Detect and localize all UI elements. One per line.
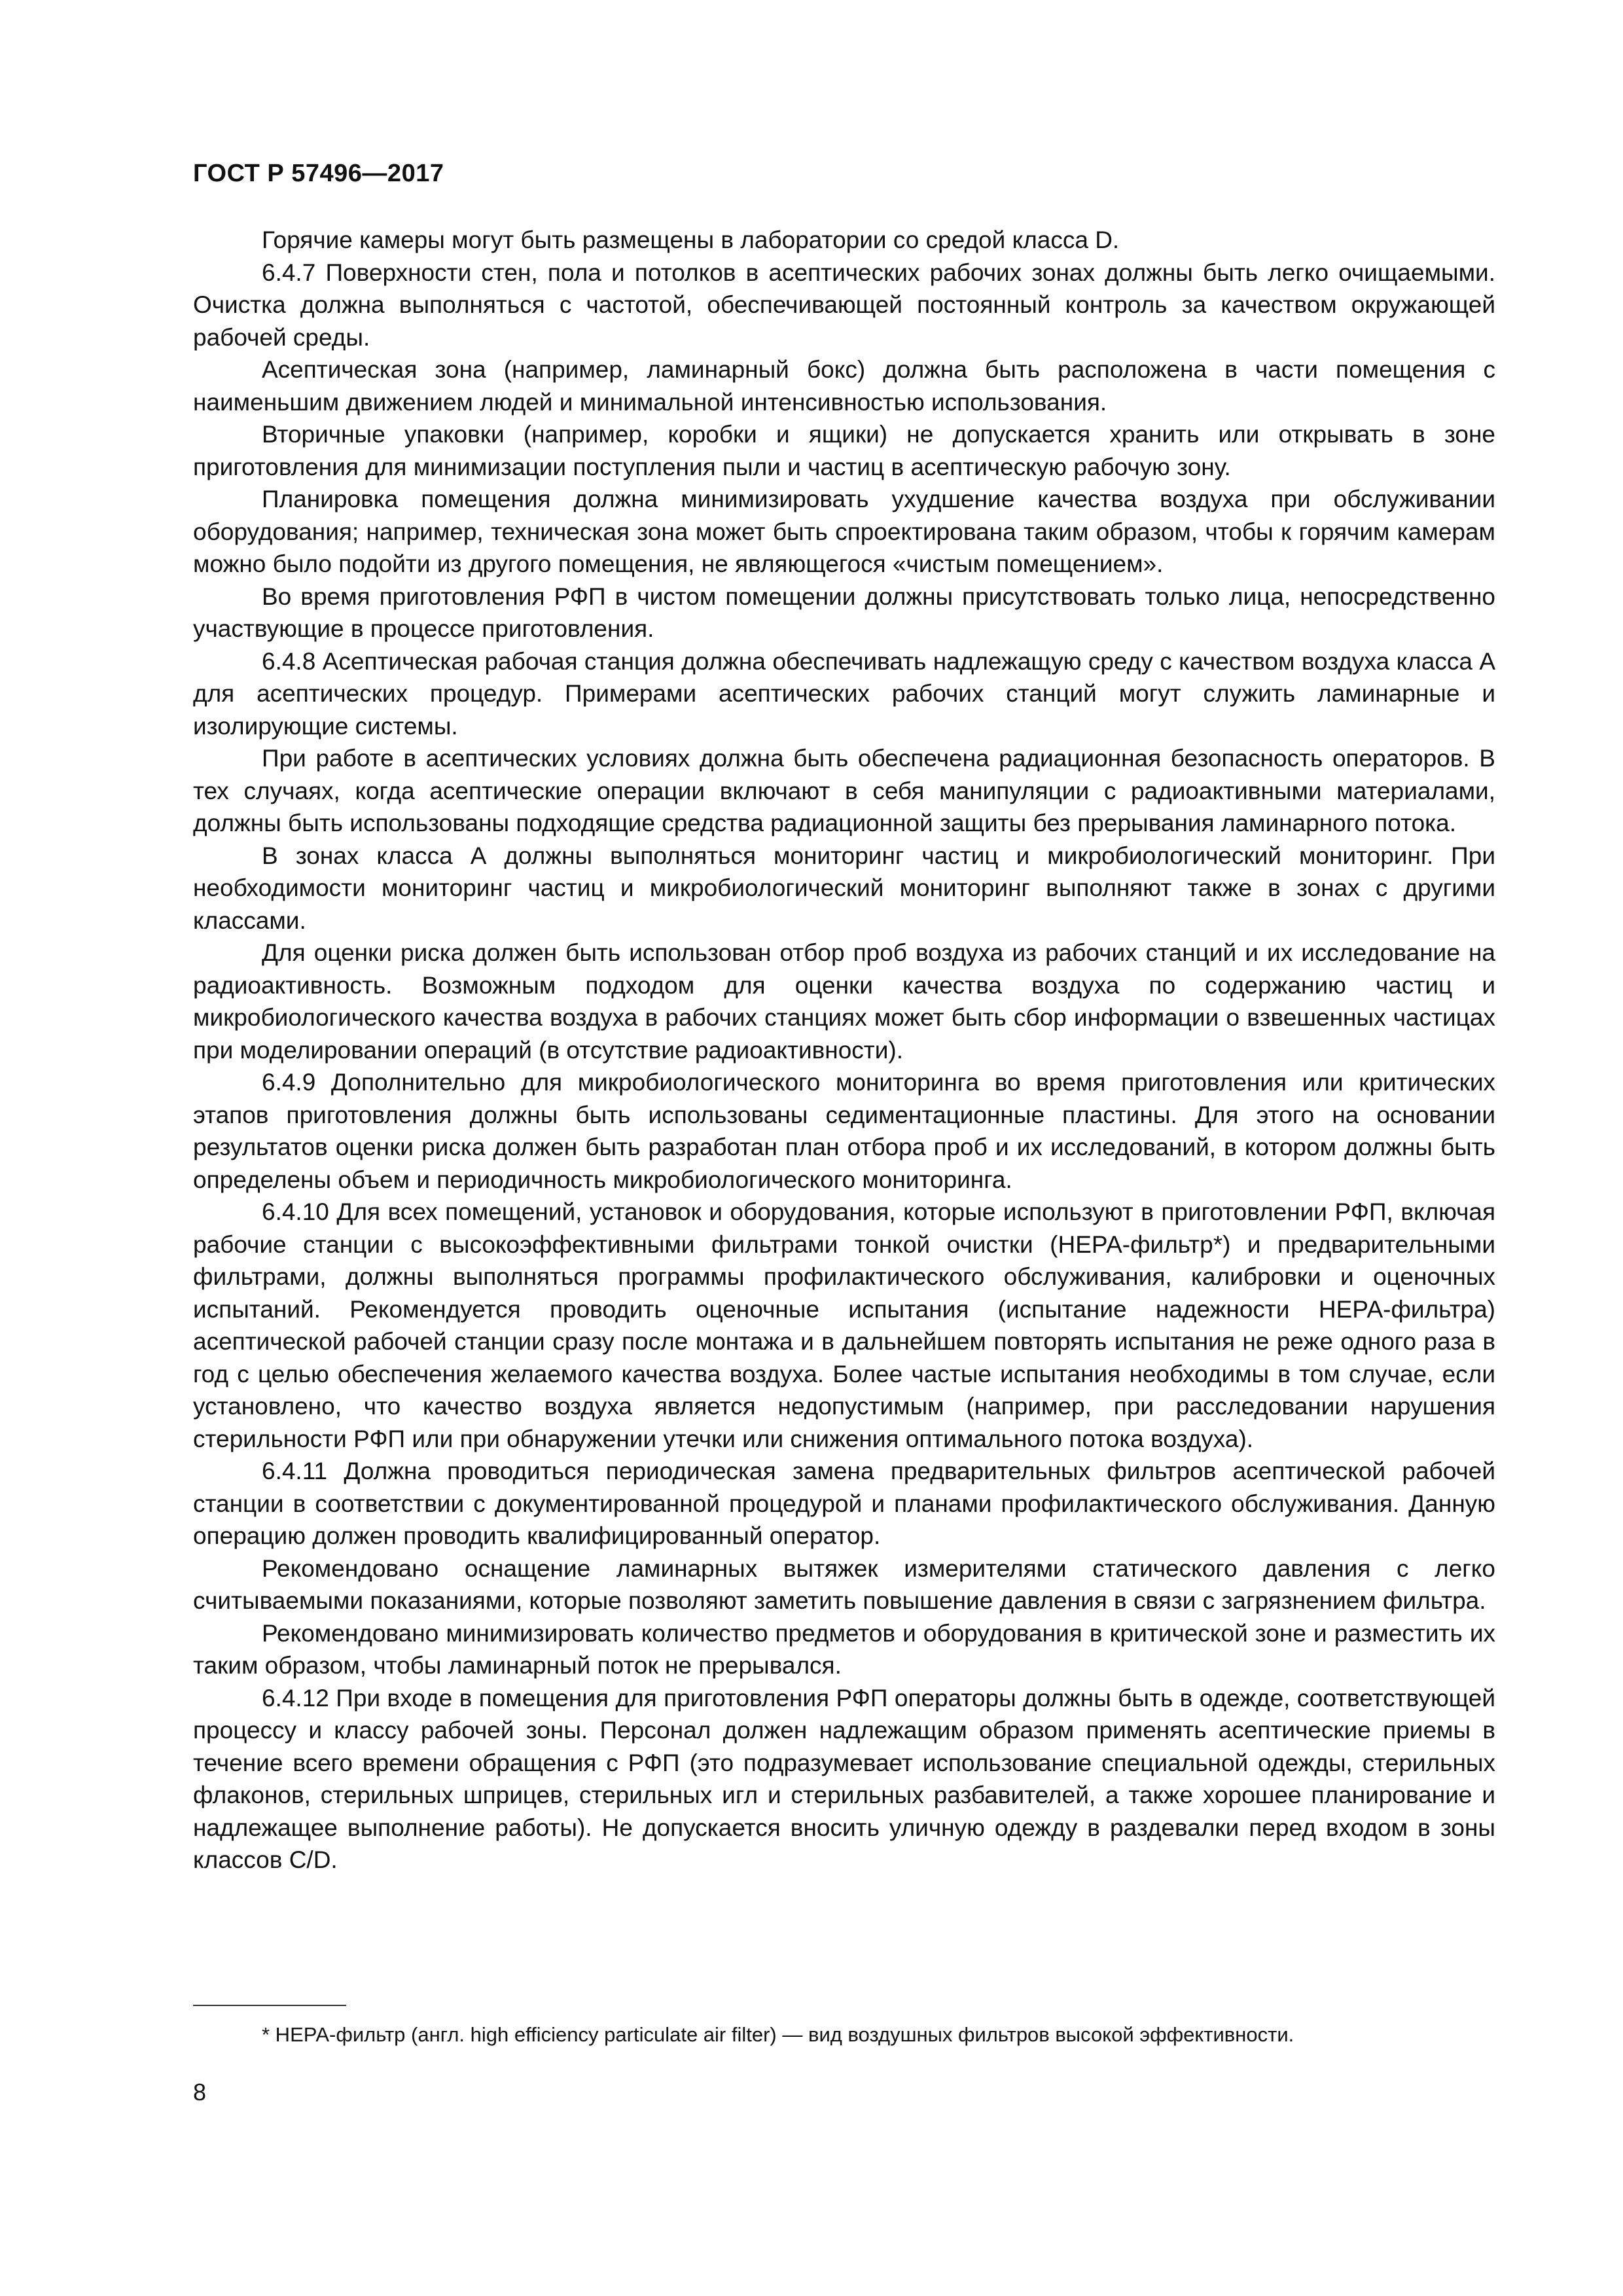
footnote: * НЕРА-фильтр (англ. high efficiency particulate air filter) — вид воздушных фильтров высокой эффективности. [262,2023,1294,2046]
paragraph: Во время приготовления РФП в чистом помещении должны присутствовать только лица, непосредственно участвующие в процессе приготовления. [193,583,1495,642]
paragraph: Горячие камеры могут быть размещены в лаборатории со средой класса D. [262,226,1120,253]
paragraph: Вторичные упаковки (например, коробки и ящики) не допускается хранить или открывать в зоне приготовления для минимизации поступления пыли и частиц в асептическую рабочую зону. [193,421,1495,480]
paragraph: 6.4.11 Должна проводиться периодическая замена предварительных фильтров асептической рабочей станции в соответствии с документированной процедурой и планами профилактического обслуживания. Данную операцию должен проводить квалифицированный оператор. [193,1458,1495,1549]
document-body [193,224,1495,1876]
paragraph: 6.4.8 Асептическая рабочая станция должна обеспечивать надлежащую среду с качеством воздуха класса А для асептических процедур. Примерами асептических рабочих станций могут служить ламинарные и изолирующие системы. [193,647,1495,740]
paragraph: Рекомендовано оснащение ламинарных вытяжек измерителями статического давления с легко считываемыми показаниями, которые позволяют заметить повышение давления в связи с загрязнением фильтра. [193,1554,1495,1614]
document-header: ГОСТ Р 57496—2017 [193,160,444,187]
page-number: 8 [193,2079,207,2106]
paragraph: В зонах класса А должны выполняться мониторинг частиц и микробиологический мониторинг. При необходимости мониторинг частиц и микробиологический мониторинг выполняют также в зонах с другими классами. [193,842,1495,934]
paragraph: 6.4.9 Дополнительно для микробиологического мониторинга во время приготовления или критических этапов приготовления должны быть использованы седиментационные пластины. Для этого на основании результатов оценки риска должен быть разработан план отбора проб и их исследований, в котором должны быть определены объем и периодичность микробиологического мониторинга. [193,1069,1495,1193]
paragraph: 6.4.12 При входе в помещения для приготовления РФП операторы должны быть в одежде, соответствующей процессу и классу рабочей зоны. Персонал должен надлежащим образом применять асептические приемы в течение всего времени обращения с РФП (это подразумевает использование специальной одежды, стерильных флаконов, стерильных шприцев, стерильных игл и стерильных разбавителей, а также хорошее планирование и надлежащее выполнение работы). Не допускается вносить уличную одежду в раздевалки перед входом в зоны классов C/D. [193,1684,1495,1873]
paragraph: Асептическая зона (например, ламинарный бокс) должна быть расположена в части помещения с наименьшим движением людей и минимальной интенсивностью использования. [193,356,1495,416]
paragraph: Для оценки риска должен быть использован отбор проб воздуха из рабочих станций и их исследование на радиоактивность. Возможным подходом для оценки качества воздуха по содержанию частиц и микробиологического качества воздуха в рабочих станциях может быть сбор информации о взвешенных частицах при моделировании операций (в отсутствие радиоактивности). [193,939,1495,1064]
paragraph: Планировка помещения должна минимизировать ухудшение качества воздуха при обслуживании оборудования; например, техническая зона может быть спроектирована таким образом, чтобы к горячим камерам можно было подойти из другого помещения, не являющегося «чистым помещением». [193,486,1495,577]
paragraph: 6.4.7 Поверхности стен, пола и потолков в асептических рабочих зонах должны быть легко очищаемыми. Очистка должна выполняться с частотой, обеспечивающей постоянный контроль за качеством окружающей рабочей среды. [193,259,1495,351]
paragraph: При работе в асептических условиях должна быть обеспечена радиационная безопасность операторов. В тех случаях, когда асептические операции включают в себя манипуляции с радиоактивными материалами, должны быть использованы подходящие средства радиационной защиты без прерывания ламинарного потока. [193,745,1495,836]
footnote-divider [193,2005,346,2006]
paragraph: Рекомендовано минимизировать количество предметов и оборудования в критической зоне и разместить их таким образом, чтобы ламинарный поток не прерывался. [193,1619,1495,1679]
paragraph: 6.4.10 Для всех помещений, установок и оборудования, которые используют в приготовлении РФП, включая рабочие станции с высокоэффективными фильтрами тонкой очистки (НЕРА-фильтр*) и предварительными фильтрами, должны выполняться программы профилактического обслуживания, калибровки и оценочных испытаний. Рекомендуется проводить оценочные испытания (испытание надежности НЕРА-фильтра) асептической рабочей станции сразу после монтажа и в дальнейшем повторять испытания не реже одного раза в год с целью обеспечения желаемого качества воздуха. Более частые испытания необходимы в том случае, если установлено, что качество воздуха является недопустимым (например, при расследовании нарушения стерильности РФП или при обнаружении утечки или снижения оптимального потока воздуха). [193,1198,1495,1452]
